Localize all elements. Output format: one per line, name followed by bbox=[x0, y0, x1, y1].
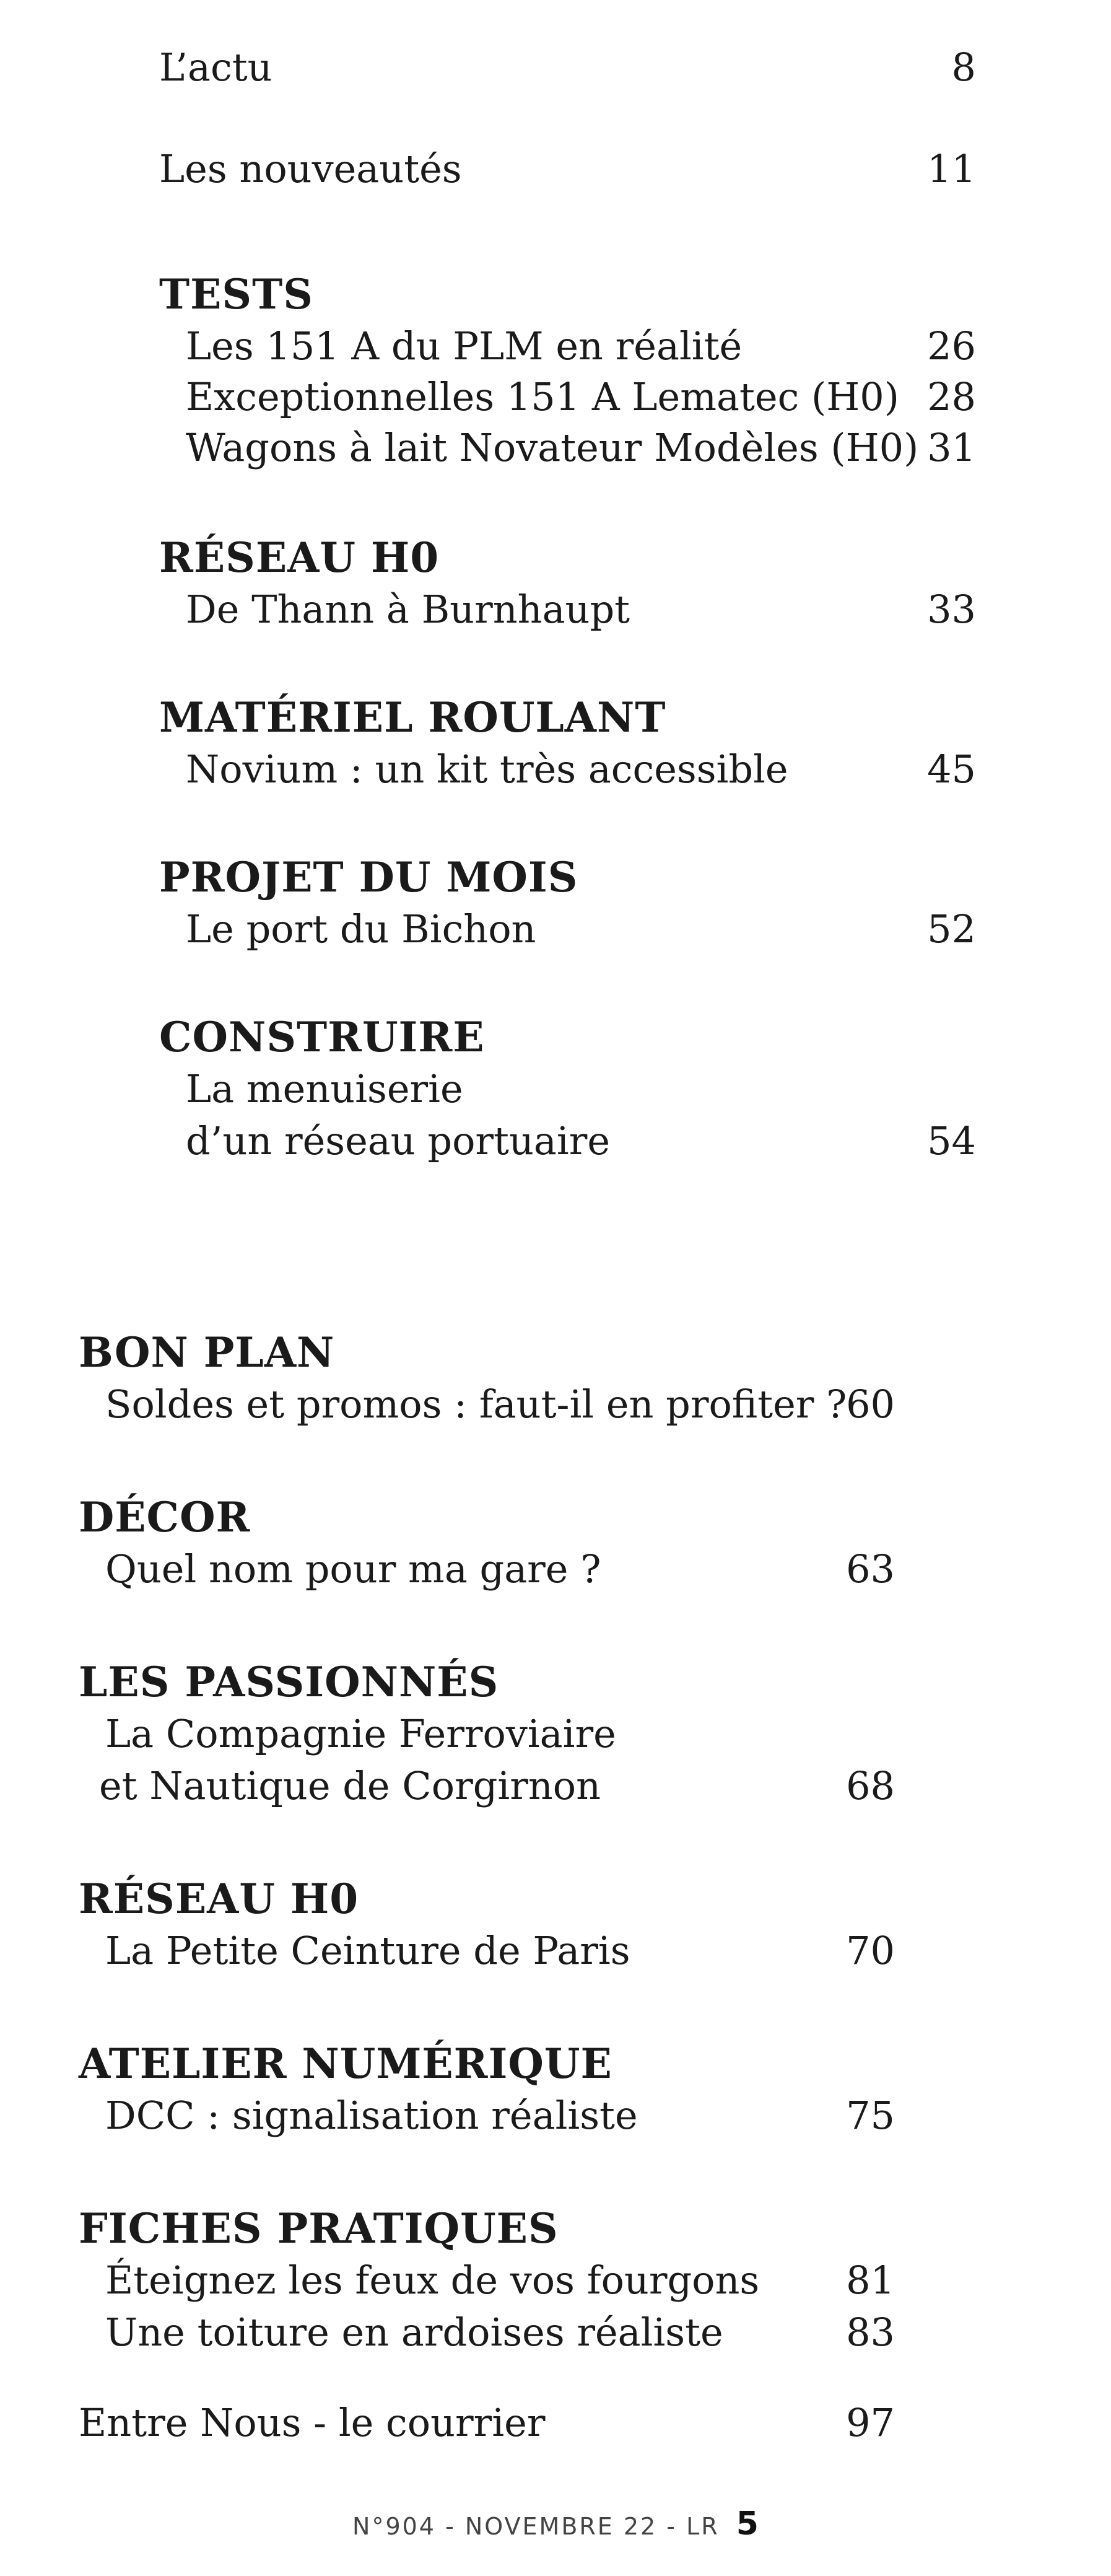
toc-entry-nouveautes-label[interactable]: Les nouveautés bbox=[159, 146, 462, 191]
toc-item-page: 28 bbox=[927, 374, 976, 419]
toc-item-label-line1[interactable]: La Compagnie Ferroviaire bbox=[105, 1711, 616, 1756]
section-heading-bon-plan: BON PLAN bbox=[79, 1328, 335, 1377]
toc-item-label[interactable]: Exceptionnelles 151 A Lematec (H0) bbox=[186, 374, 899, 419]
toc-item-label[interactable]: Soldes et promos : faut-il en profiter ? bbox=[105, 1382, 847, 1427]
section-heading-materiel-roulant: MATÉRIEL ROULANT bbox=[159, 693, 666, 742]
toc-item-label[interactable]: Novium : un kit très accessible bbox=[186, 747, 788, 792]
section-heading-decor: DÉCOR bbox=[79, 1493, 251, 1541]
section-heading-reseau-h0: RÉSEAU H0 bbox=[159, 533, 440, 582]
toc-item-label[interactable]: Une toiture en ardoises réaliste bbox=[105, 2310, 723, 2355]
toc-item-label[interactable]: DCC : signalisation réaliste bbox=[105, 2093, 638, 2138]
toc-entry-lactu-page: 8 bbox=[951, 45, 976, 90]
page-footer bbox=[0, 2505, 1111, 2543]
toc-item-page: 33 bbox=[927, 587, 976, 632]
toc-item-label[interactable]: Éteignez les feux de vos fourgons bbox=[105, 2258, 760, 2303]
toc-item-page: 68 bbox=[846, 1763, 895, 1808]
toc-item-page: 83 bbox=[846, 2310, 895, 2355]
toc-entry-lactu-label[interactable]: L’actu bbox=[159, 45, 272, 90]
toc-item-page: 26 bbox=[927, 323, 976, 369]
section-heading-construire: CONSTRUIRE bbox=[159, 1013, 485, 1061]
toc-item-page: 75 bbox=[846, 2093, 895, 2138]
toc-item-label-line2[interactable]: et Nautique de Corgirnon bbox=[99, 1763, 601, 1808]
toc-entry-nouveautes-page: 11 bbox=[927, 146, 976, 191]
toc-entry-courrier-page: 97 bbox=[846, 2400, 895, 2445]
toc-item-page: 60 bbox=[846, 1382, 895, 1427]
section-heading-fiches-pratiques: FICHES PRATIQUES bbox=[79, 2204, 559, 2253]
toc-item-label-line1[interactable]: La menuiserie bbox=[186, 1066, 463, 1111]
toc-item-page: 63 bbox=[846, 1546, 895, 1592]
toc-entry-courrier-label[interactable]: Entre Nous - le courrier bbox=[79, 2400, 546, 2445]
section-heading-reseau-h0: RÉSEAU H0 bbox=[79, 1875, 359, 1923]
toc-item-label[interactable]: Quel nom pour ma gare ? bbox=[105, 1546, 601, 1592]
toc-item-page: 70 bbox=[846, 1928, 895, 1973]
toc-item-page: 45 bbox=[927, 747, 976, 792]
toc-item-page: 81 bbox=[846, 2258, 895, 2303]
toc-item-label[interactable]: Wagons à lait Novateur Modèles (H0) bbox=[186, 425, 919, 470]
toc-item-page: 54 bbox=[927, 1118, 976, 1163]
page-number: 5 bbox=[736, 2505, 759, 2543]
section-heading-atelier-numerique: ATELIER NUMÉRIQUE bbox=[79, 2039, 612, 2088]
section-heading-tests: TESTS bbox=[159, 270, 313, 318]
issue-info: N°904 - NOVEMBRE 22 - LR bbox=[352, 2513, 720, 2540]
toc-item-label-line2[interactable]: d’un réseau portuaire bbox=[186, 1118, 611, 1163]
toc-item-label[interactable]: La Petite Ceinture de Paris bbox=[105, 1928, 630, 1973]
toc-item-label[interactable]: De Thann à Burnhaupt bbox=[186, 587, 630, 632]
section-heading-projet-du-mois: PROJET DU MOIS bbox=[159, 853, 578, 901]
toc-item-page: 31 bbox=[927, 425, 976, 470]
toc-item-page: 52 bbox=[927, 906, 976, 952]
section-heading-les-passionnes: LES PASSIONNÉS bbox=[79, 1658, 499, 1706]
toc-item-label[interactable]: Le port du Bichon bbox=[186, 906, 536, 952]
toc-item-label[interactable]: Les 151 A du PLM en réalité bbox=[186, 323, 743, 369]
